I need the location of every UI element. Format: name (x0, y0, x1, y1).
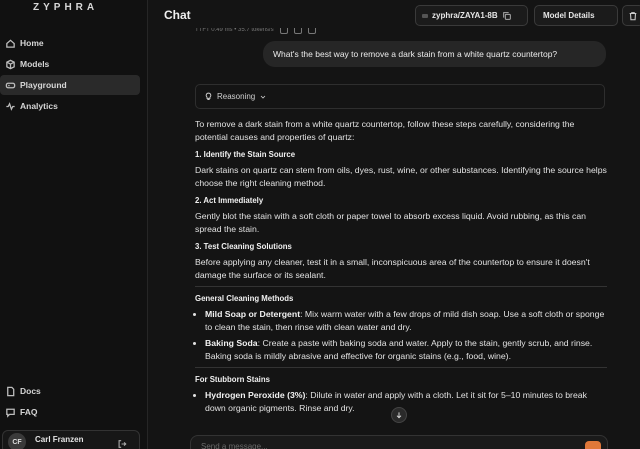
response-heading: 3. Test Cleaning Solutions (195, 242, 292, 251)
sidebar-item-label: Models (20, 59, 50, 69)
message-input[interactable] (201, 442, 561, 449)
sidebar-item-playground[interactable] (0, 75, 140, 95)
chat-icon (5, 407, 16, 418)
reasoning-toggle[interactable] (195, 84, 605, 109)
sidebar-item-label: Playground (20, 80, 67, 90)
page-title: Chat (164, 8, 191, 22)
scroll-to-bottom-button[interactable] (391, 407, 407, 423)
chevron-down-icon (255, 93, 267, 101)
sidebar (0, 0, 148, 449)
sidebar-item-home[interactable] (0, 33, 148, 53)
list-item-title: Hydrogen Peroxide (3%) (205, 390, 306, 400)
document-icon (5, 386, 16, 397)
list-item-title: Baking Soda (205, 338, 258, 348)
lightbulb-icon (204, 92, 213, 101)
user-name: Carl Franzen (35, 434, 84, 444)
header (149, 0, 640, 30)
list-item (205, 337, 607, 363)
user-card[interactable] (2, 430, 140, 449)
response-paragraph: Dark stains on quartz can stem from oils, dyes, rust, wine, or other substances. Identifying the source helps choose the right cleaning method. (195, 165, 607, 188)
cube-icon (5, 59, 16, 70)
logout-icon[interactable] (117, 439, 127, 449)
response-heading: 2. Act Immediately (195, 196, 264, 205)
chat-area (149, 28, 640, 449)
response-heading: For Stubborn Stains (195, 375, 270, 384)
model-name: zyphra/ZAYA1-8B (432, 11, 498, 20)
sidebar-item-label: FAQ (20, 407, 38, 417)
sidebar-nav (0, 32, 148, 117)
divider (195, 286, 607, 287)
sidebar-item-label: Home (20, 38, 44, 48)
delete-chat-button[interactable] (622, 5, 640, 26)
trash-icon (628, 11, 638, 21)
message-composer (190, 435, 608, 449)
model-details-button[interactable]: Model Details (534, 5, 618, 26)
divider (195, 367, 607, 368)
sidebar-item-faq[interactable] (0, 402, 148, 422)
reasoning-label: Reasoning (217, 92, 256, 101)
model-logo-icon (422, 14, 428, 18)
response-paragraph: Before applying any cleaner, test it in a small, inconspicuous area of the countertop to ensure it doesn't damage the surface or its sealant. (195, 257, 590, 280)
meta-stats: TTFT 0.49 ms • 35.7 tokens/s (195, 28, 274, 33)
arrow-down-icon (395, 411, 403, 419)
chart-icon (5, 101, 16, 112)
list-item-text: : Mix warm water with a few drops of mild dish soap. Use a soft cloth or sponge to clean the stain, then rinse with clean water and dry. (205, 309, 605, 332)
refresh-icon[interactable] (308, 28, 316, 34)
sidebar-item-label: Docs (20, 386, 41, 396)
home-icon (5, 38, 16, 49)
list-item-title: Mild Soap or Detergent (205, 309, 301, 319)
sidebar-item-models[interactable] (0, 54, 148, 74)
copy-icon[interactable] (502, 11, 512, 21)
sidebar-item-label: Analytics (20, 101, 58, 111)
app-logo[interactable]: ZYPHRA (33, 2, 99, 13)
response-intro: To remove a dark stain from a white quartz countertop, follow these steps carefully, considering the potential causes and properties of quartz: (195, 119, 575, 142)
model-selector[interactable] (415, 5, 528, 26)
assistant-response (195, 118, 607, 419)
response-paragraph: Gently blot the stain with a soft cloth or paper towel to absorb excess liquid. Avoid rubbing, as this can spread the stain. (195, 211, 586, 234)
send-button[interactable] (585, 441, 601, 449)
message-meta (195, 28, 316, 34)
gamepad-icon (5, 80, 16, 91)
response-heading: General Cleaning Methods (195, 294, 294, 303)
list-item (205, 308, 607, 334)
list-item-text: : Create a paste with baking soda and water. Apply to the stain, gently scrub, and rinse. Baking soda is mildly abrasive and effective for organic stains (e.g., food, wine). (205, 338, 593, 361)
edit-icon[interactable] (294, 28, 302, 34)
user-message: What's the best way to remove a dark stain from a white quartz countertop? (263, 41, 606, 67)
sidebar-bottom-nav (0, 380, 148, 423)
response-heading: 1. Identify the Stain Source (195, 150, 296, 159)
copy-icon[interactable] (280, 28, 288, 34)
sidebar-item-docs[interactable] (0, 381, 148, 401)
sidebar-item-analytics[interactable] (0, 96, 148, 116)
avatar: CF (8, 433, 26, 449)
general-methods-list (205, 308, 607, 363)
list-item-text: : Dilute in water and apply with a cloth. Let it sit for 5–10 minutes to break down organic pigments. Rinse and dry. (205, 390, 587, 413)
